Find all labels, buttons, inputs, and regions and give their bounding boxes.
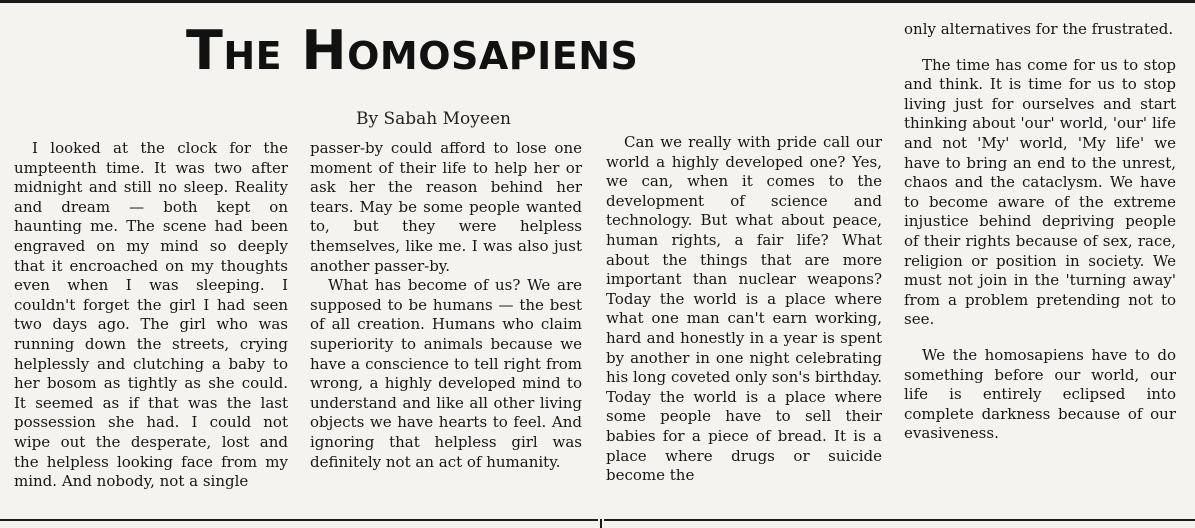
bottom-rule-left [0, 519, 598, 521]
column-divider [600, 519, 602, 528]
column-4-paragraph-1: only alternatives for the frustrated. [904, 20, 1174, 38]
column-3-paragraph-1: Can we really with pride call our world a highly developed one? Yes, we can, when it comes to the development of science and technology. But what about peace, human rights, a fair life? What about the things that are more important than nuclear weapons? Today the world is a place where what one man can't earn working, hard and honestly in a year is spent by another in one night celebrating his long coveted only son's birthday. Today the world is a place where some people have to sell their babies for a piece of bread. It is a place where drugs or suicide become the [606, 133, 882, 485]
top-rule [0, 0, 1195, 3]
article-column-1 [14, 139, 288, 517]
column-2-paragraph-1: passer-by could afford to lose one moment of their life to help her or ask her the reason behind her tears. May be some people wanted to, but they were helpless themselves, like me. I was also just another passer-by. [310, 139, 582, 275]
bottom-rule-right [604, 519, 1195, 521]
column-4-paragraph-2: The time has come for us to stop and think. It is time for us to stop living just for ourselves and start thinking about 'our' world, 'our' life and not 'My' world, 'My life' we have to bring an end to the unrest, chaos and the cataclysm. We have to become aware of the extreme injustice behind depriving people of their rights because of sex, race, religion or position in society. We must not join in the 'turning away' from a problem pretending not to see. [904, 55, 1176, 329]
article-column-4 [904, 20, 1176, 516]
column-1-paragraph-1: I looked at the clock for the umpteenth time. It was two after midnight and still no sleep. Reality and dream — both kept on haunting me. The scene had been engraved on my mind so deeply that it encroached on my thoughts even when I was sleeping. I couldn't forget the girl I had seen two days ago. The girl who was running down the streets, crying helplessly and clutching a baby to her bosom as tightly as she could. It seemed as if that was the last possession she had. I could not wipe out the desperate, lost and the helpless looking face from my mind. And nobody, not a single [14, 139, 288, 491]
article-byline: By Sabah Moyeen [356, 109, 511, 129]
article-column-3 [606, 133, 882, 519]
article-column-2 [310, 139, 582, 517]
column-4-paragraph-3: We the homosapiens have to do something before our world, our life is entirely eclipsed into complete darkness because of our evasiveness. [904, 345, 1176, 443]
column-2-paragraph-2: What has become of us? We are supposed to be humans — the best of all creation. Humans who claim superiority to animals because we have a conscience to tell right from wrong, a highly developed mind to understand and like all other living objects we have hearts to feel. And ignoring that helpless girl was definitely not an act of humanity. [310, 276, 582, 471]
article-headline: The Homosapiens [186, 19, 639, 82]
